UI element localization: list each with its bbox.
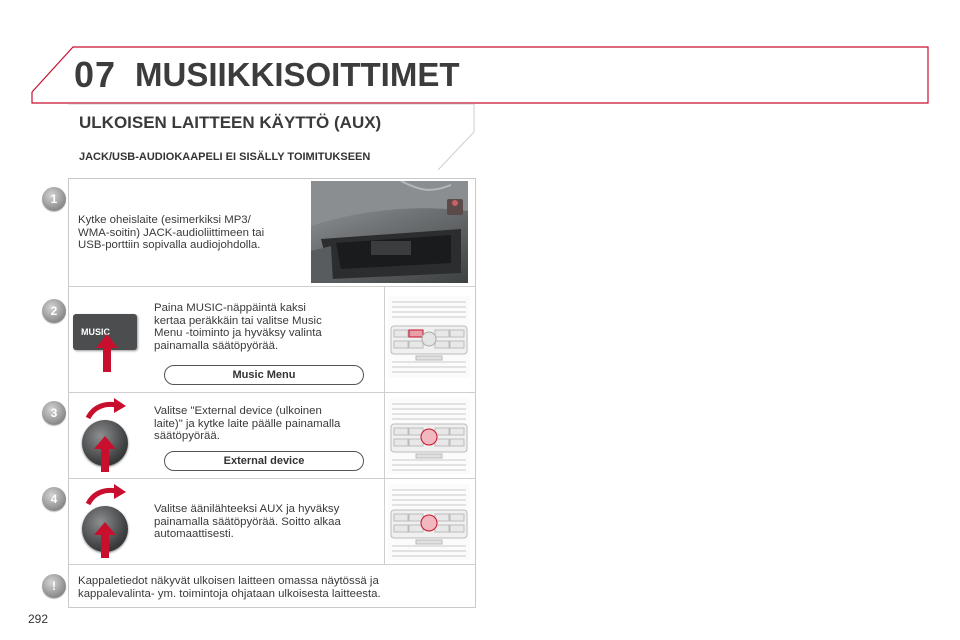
chapter-title: MUSIIKKISOITTIMET xyxy=(135,56,460,93)
music-key-label: MUSIC xyxy=(81,327,110,337)
step-badge-1: 1 xyxy=(42,187,66,211)
chapter-number: 07 xyxy=(74,54,117,95)
warning-icon: ! xyxy=(42,574,66,598)
column-divider xyxy=(384,286,385,564)
step-2-text: Paina MUSIC-näppäintä kaksi kertaa peräkkäin tai valitse Music Menu -toiminto ja hyväksy valinta painamalla säätöpyörää. xyxy=(154,302,322,352)
page-number: 292 xyxy=(28,612,49,626)
note-text: Kappaletiedot näkyvät ulkoisen laitteen omassa näytössä ja kappalevalinta- ym. toimintoja ohjataan ulkoisesta laitteesta. xyxy=(78,575,381,600)
glovebox-photo xyxy=(311,181,468,283)
step-3-text: Valitse "External device (ulkoinen laite)" ja kytke laite päälle painamalla säätöpyörää. xyxy=(154,405,341,443)
turn-arrow-icon xyxy=(84,484,128,506)
step-1-text: Kytke oheislaite (esimerkiksi MP3/ WMA-soitin) JACK-audioliittimeen tai USB-porttiin sopivalla audiojohdolla. xyxy=(78,214,265,252)
section-title: ULKOISEN LAITTEEN KÄYTTÖ (AUX) xyxy=(79,113,382,132)
music-menu-label: Music Menu xyxy=(164,365,364,385)
turn-arrow-icon xyxy=(84,398,128,420)
step-divider xyxy=(68,286,476,287)
radio-panel-illustration xyxy=(388,398,470,474)
step-divider xyxy=(68,564,476,565)
external-device-label: External device xyxy=(164,451,364,471)
step-badge-3: 3 xyxy=(42,401,66,425)
step-divider xyxy=(68,392,476,393)
subheading: JACK/USB-AUDIOKAAPELI EI SISÄLLY TOIMITUKSEEN xyxy=(79,151,371,163)
step-badge-4: 4 xyxy=(42,487,66,511)
step-badge-2: 2 xyxy=(42,299,66,323)
glovebox-illustration xyxy=(311,181,468,283)
radio-panel-illustration xyxy=(388,296,470,378)
step-divider xyxy=(68,478,476,479)
press-arrow-icon xyxy=(92,522,118,560)
radio-panel-illustration xyxy=(388,484,470,560)
step-4-text: Valitse äänilähteeksi AUX ja hyväksy painamalla säätöpyörää. Soitto alkaa automaattisesti. xyxy=(154,503,341,541)
press-arrow-icon xyxy=(92,334,122,374)
press-arrow-icon xyxy=(92,436,118,474)
